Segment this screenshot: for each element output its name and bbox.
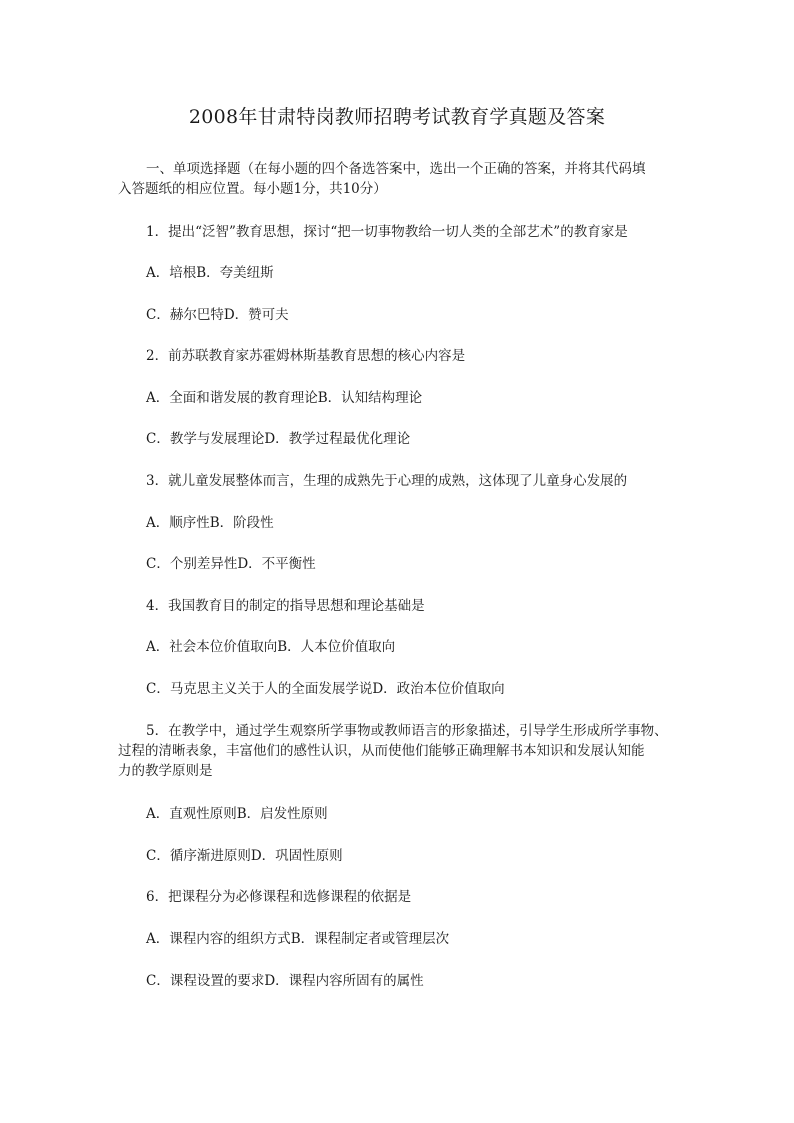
question-1-stem: 1．提出“泛智”教育思想，探讨“把一切事物教给一切人类的全部艺术”的教育家是: [146, 224, 628, 240]
question-5-stem-line-1: 5．在教学中，通过学生观察所学事物或教师语言的形象描述，引导学生形成所学事物、: [146, 723, 668, 739]
question-6-stem: 6．把课程分为必修课程和选修课程的依据是: [146, 889, 412, 905]
question-4-options-ab: A．社会本位价值取向B．人本位价值取向: [146, 639, 396, 655]
question-4-options-cd: C．马克思主义关于人的全面发展学说D．政治本位价值取向: [146, 681, 505, 697]
question-3-stem: 3．就儿童发展整体而言，生理的成熟先于心理的成熟，这体现了儿童身心发展的: [146, 473, 628, 489]
question-3-options-ab: A．顺序性B．阶段性: [146, 515, 274, 531]
question-5-options-cd: C．循序渐进原则D．巩固性原则: [146, 848, 343, 864]
question-3-options-cd: C．个别差异性D．不平衡性: [146, 556, 316, 572]
question-2-stem: 2．前苏联教育家苏霍姆林斯基教育思想的核心内容是: [146, 348, 466, 364]
question-4-stem: 4．我国教育目的制定的指导思想和理论基础是: [146, 598, 425, 614]
question-2-options-ab: A．全面和谐发展的教育理论B．认知结构理论: [146, 390, 423, 406]
question-6-options-cd: C．课程设置的要求D．课程内容所固有的属性: [146, 973, 424, 989]
section-intro-line-2: 入答题纸的相应位置。每小题1分，共10分）: [118, 181, 387, 197]
section-intro-line-1: 一、单项选择题（在每小题的四个备选答案中，选出一个正确的答案，并将其代码填: [146, 161, 646, 177]
question-5-stem-line-2: 过程的清晰表象，丰富他们的感性认识，从而使他们能够正确理解书本知识和发展认知能: [118, 743, 645, 759]
question-1-options-cd: C．赫尔巴特D．赞可夫: [146, 307, 289, 323]
question-5-options-ab: A．直观性原则B．启发性原则: [146, 806, 328, 822]
question-5-stem-line-3: 力的教学原则是: [118, 763, 213, 779]
section-intro: [118, 159, 698, 199]
document-title: 2008年甘肃特岗教师招聘考试教育学真题及答案: [188, 106, 606, 128]
question-5-stem: [118, 721, 698, 781]
question-1-options-ab: A．培根B．夸美纽斯: [146, 265, 274, 281]
question-2-options-cd: C．教学与发展理论D．教学过程最优化理论: [146, 431, 411, 447]
question-6-options-ab: A．课程内容的组织方式B．课程制定者或管理层次: [146, 931, 450, 947]
